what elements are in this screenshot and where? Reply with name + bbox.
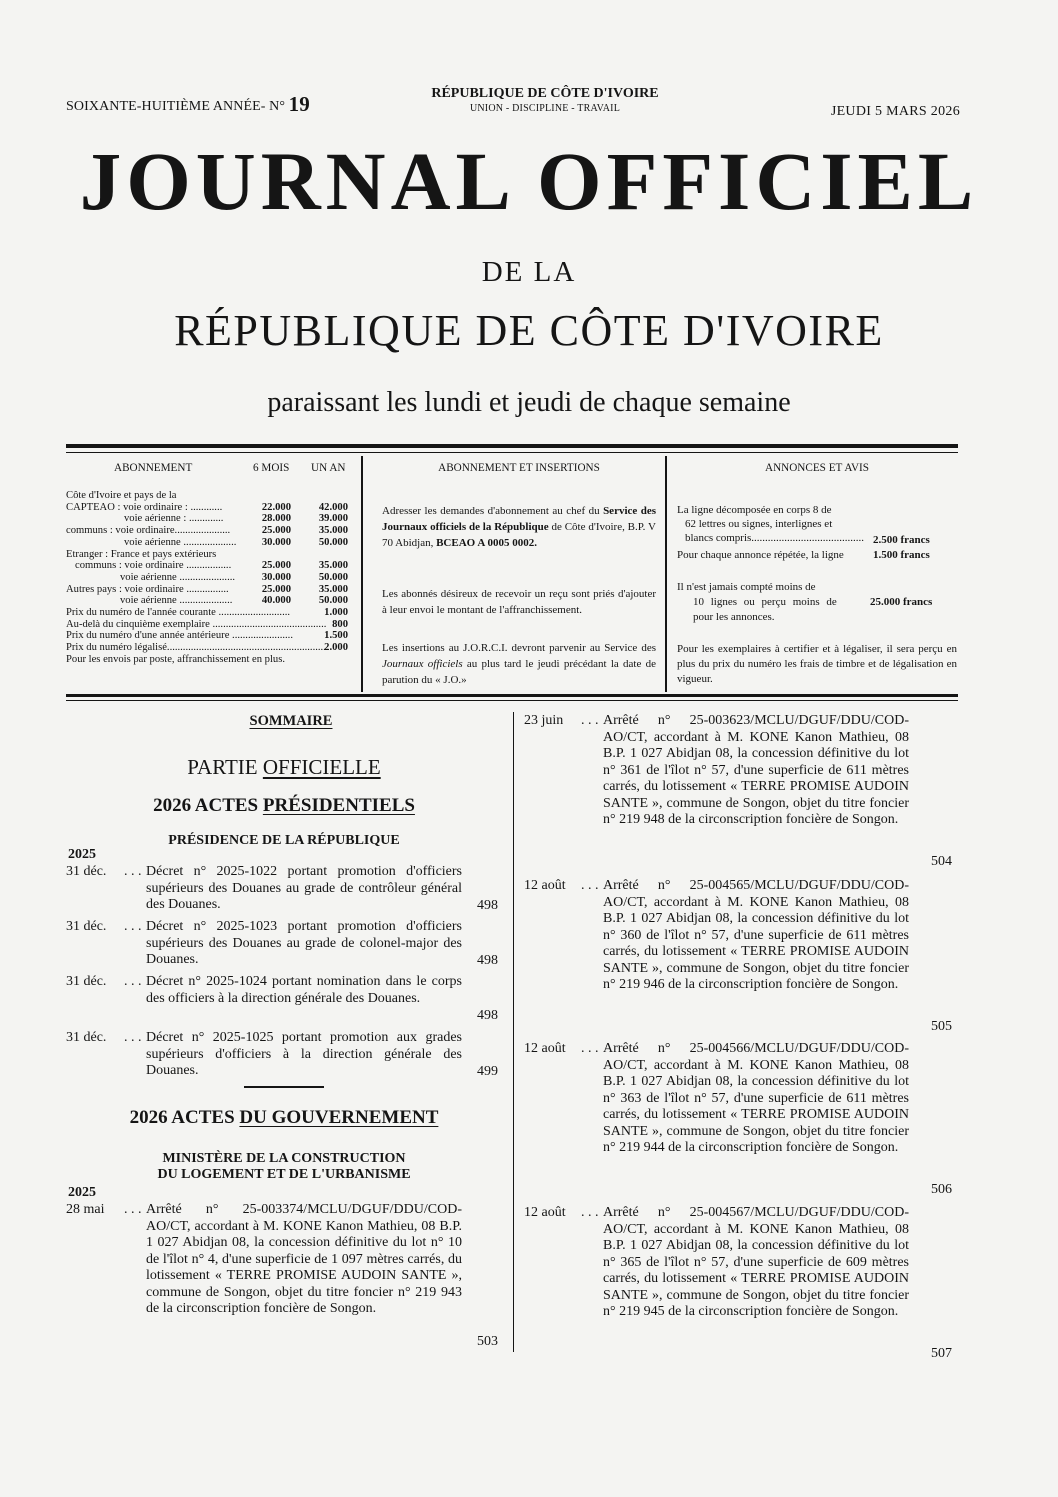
rate-6mois: 30.000 — [261, 571, 291, 583]
insertions-bceao: BCEAO A 0005 0002. — [436, 537, 537, 549]
insertions-service: Service des Journaux officiels de la République — [382, 505, 657, 533]
insertions-title: ABONNEMENT ET INSERTIONS — [438, 462, 600, 474]
annonces-l3: blancs compris......................................... — [685, 532, 865, 544]
numero: 19 — [288, 92, 310, 116]
partie-u: OFFICIELLE — [262, 755, 381, 779]
partie-pre: PARTIE — [187, 755, 263, 779]
rate-label: Prix du numéro légalisé............................................................. — [66, 642, 329, 654]
entry-leader: . . . — [124, 919, 142, 934]
rate-label: communs : voie ordinaire..................... — [66, 525, 231, 537]
rate-unan: 50.000 — [318, 536, 348, 548]
rate-row — [66, 642, 354, 654]
rate-label: CAPTEAO : voie ordinaire : ............ — [66, 501, 223, 513]
entry-text: Arrêté n° 25-004566/MCLU/DGUF/DDU/COD-AO/CT, accordant à M. KONE Kanon Mathieu, 08 B.P. 1 027 Abidjan 08, la concession définitive du lot n° 363 de l'îlot n° 57, d'une superficie de 611 mètres carrés, du lotissement « TERRE PROMISE AUDOIN SANTE », commune de Songon, objet du titre foncier n° 219 944 de la circonscription foncière de Songon. — [603, 1041, 909, 1155]
actes-gouv-pre: 2026 ACTES — [129, 1107, 240, 1128]
masthead-republique: RÉPUBLIQUE DE CÔTE D'IVOIRE — [174, 306, 884, 355]
year-2025-pres: 2025 — [68, 847, 96, 862]
annonces-title: ANNONCES ET AVIS — [764, 462, 870, 474]
rate-6mois: 40.000 — [261, 595, 291, 607]
rate-row — [66, 607, 354, 619]
rate-label: Prix du numéro d'une année antérieure ....................... — [66, 630, 293, 642]
rate-label: Au-delà du cinquième exemplaire ........................................... — [66, 618, 327, 630]
entry-page-number: 498 — [477, 1008, 498, 1023]
rate-label: Prix du numéro de l'année courante ........................... — [66, 607, 291, 618]
entry-leader: . . . — [124, 974, 142, 989]
rate-row — [66, 549, 354, 561]
actes-gouv-u: DU GOUVERNEMENT — [239, 1107, 439, 1128]
insertions-p1-pre: Adresser les demandes d'abonnement au chef du — [382, 505, 600, 517]
insertions-p2: Les abonnés désireux de recevoir un reçu sont priés d'ajouter à leur envoi le montant de l'affranchissement. — [382, 588, 656, 616]
rule-top-thin — [66, 452, 958, 453]
entry-page-number: 507 — [931, 1346, 952, 1361]
masthead-title: JOURNAL OFFICIEL — [79, 135, 979, 227]
entry-date: 12 août — [524, 878, 566, 893]
entry-leader: . . . — [581, 878, 599, 893]
rate-unan: 35.000 — [318, 525, 348, 537]
rate-unan: 1.500 — [324, 630, 348, 642]
entry-leader: . . . — [581, 1041, 599, 1056]
rate-6mois: 25.000 — [261, 583, 291, 595]
rate-unan: 50.000 — [318, 595, 348, 607]
presidence-heading: PRÉSIDENCE DE LA RÉPUBLIQUE — [168, 833, 400, 848]
insertions-p1-post: de Côte d'Ivoire, B.P. V 70 Abidjan, — [382, 521, 657, 549]
entry-text: Décret n° 2025-1023 portant promotion d'officiers supérieurs des Douanes au grade de colonel-major des Douanes. — [146, 919, 462, 967]
rate-unan: 800 — [332, 618, 348, 630]
annonces-price3: 25.000 francs — [870, 596, 933, 608]
col-unan: UN AN — [311, 462, 346, 474]
ministere-l1: MINISTÈRE DE LA CONSTRUCTION — [162, 1151, 406, 1166]
annonces-l4: Pour chaque annonce répétée, la ligne — [677, 549, 844, 561]
actes-gouvernement — [66, 1107, 502, 1129]
entry-date: 12 août — [524, 1041, 566, 1056]
rate-label: voie aérienne ..................... — [120, 571, 236, 583]
entry-page-number: 499 — [477, 1064, 498, 1079]
rate-unan: 2.000 — [324, 642, 348, 654]
rate-row — [66, 513, 354, 525]
abonnement-box — [66, 462, 354, 692]
actes-pres-pre: 2026 ACTES — [153, 795, 263, 816]
entry-text: Arrêté n° 25-003623/MCLU/DGUF/DDU/COD-AO/CT, accordant à M. KONE Kanon Mathieu, 08 B.P. 1 027 Abidjan 08, la concession définitive du lot n° 361 de l'îlot n° 57, d'une superficie de 611 mètres carrés, du lotissement « TERRE PROMISE AUDOIN SANTE », commune de Songon, objet du titre foncier n° 219 948 de la circonscription foncière de Songon. — [603, 713, 909, 827]
annonces-box — [677, 462, 957, 692]
header-republique — [380, 86, 710, 114]
rate-label: Côte d'Ivoire et pays de la — [66, 490, 177, 501]
insertions-p3-italic: Journaux officiels — [382, 658, 463, 670]
rate-row — [66, 584, 354, 596]
republique-label: RÉPUBLIQUE DE CÔTE D'IVOIRE — [431, 86, 659, 101]
annee-label: SOIXANTE-HUITIÈME ANNÉE- N° — [66, 99, 286, 114]
rate-6mois: 22.000 — [261, 501, 291, 513]
entry-text: Arrêté n° 25-003374/MCLU/DGUF/DDU/COD-AO/CT, accordant à M. KONE Kanon Mathieu, 08 B.P. 1 027 Abidjan 08, la concession définitive du lot n° 10 de l'îlot n° 4, d'une superficie de 1 097 mètres carrés, du lotissement « TERRE PROMISE AUDOIN SANTE », commune de Songon, objet du titre foncier n° 219 943 de la circonscription foncière de Songon. — [146, 1202, 462, 1316]
annonces-l5: Il n'est jamais compté moins de — [677, 581, 816, 593]
rate-unan: 35.000 — [318, 560, 348, 572]
rate-label: communs : voie ordinaire ................. — [75, 560, 232, 572]
ministere-l2: DU LOGEMENT ET DE L'URBANISME — [157, 1167, 411, 1182]
entry-date: 12 août — [524, 1205, 566, 1220]
rate-row — [66, 595, 354, 607]
entry-leader: . . . — [581, 1205, 599, 1220]
rate-label: voie aérienne .................... — [120, 595, 233, 607]
entry-date: 31 déc. — [66, 1030, 107, 1045]
rate-row — [66, 560, 354, 572]
rate-6mois: 28.000 — [261, 513, 291, 525]
annonces-l1: La ligne décomposée en corps 8 de — [677, 504, 832, 516]
entry-leader: . . . — [581, 713, 599, 728]
devise: UNION - DISCIPLINE - TRAVAIL — [469, 103, 621, 114]
insertions-p3-pre: Les insertions au J.O.R.C.I. devront parvenir au Service des — [382, 642, 656, 654]
year-2025-gouv: 2025 — [68, 1185, 96, 1200]
entry-date: 31 déc. — [66, 864, 107, 879]
rate-row — [66, 502, 354, 514]
annonces-price2: 1.500 francs — [873, 549, 930, 561]
rule-top-thick — [66, 444, 958, 448]
annonces-l6: 10 lignes ou perçu moins de — [693, 596, 837, 608]
rate-row — [66, 537, 354, 549]
abonnement-title: ABONNEMENT — [114, 462, 193, 474]
entry-leader: . . . — [124, 1030, 142, 1045]
rate-unan: 35.000 — [318, 583, 348, 595]
insertions-p3 — [382, 640, 656, 688]
annonces-l7: pour les annonces. — [693, 611, 775, 623]
annee-numero — [66, 92, 310, 117]
parution-line: paraissant les lundi et jeudi de chaque semaine — [267, 387, 791, 418]
col-6mois: 6 MOIS — [253, 462, 290, 474]
rate-6mois: 25.000 — [261, 525, 291, 537]
entry-page-number: 498 — [477, 898, 498, 913]
entry-text: Arrêté n° 25-004565/MCLU/DGUF/DDU/COD-AO/CT, accordant à M. KONE Kanon Mathieu, 08 B.P. 1 027 Abidjan 08, la concession définitive du lot n° 360 de l'îlot n° 57, d'une superficie de 611 mètres carrés, du lotissement « TERRE PROMISE AUDOIN SANTE », commune de Songon, objet du titre foncier n° 219 946 de la circonscription foncière de Songon. — [603, 878, 909, 992]
entry-text: Décret n° 2025-1025 portant promotion aux grades supérieurs d'officiers à la direction générale des Douanes. — [146, 1030, 462, 1078]
rate-unan: 42.000 — [318, 501, 348, 513]
entry-page-number: 505 — [931, 1019, 952, 1034]
actes-presidentiels — [66, 795, 502, 817]
rate-unan: 50.000 — [318, 571, 348, 583]
issue-date: JEUDI 5 MARS 2026 — [830, 104, 960, 119]
rate-row — [66, 490, 354, 502]
rate-row — [66, 654, 354, 666]
actes-pres-u: PRÉSIDENTIELS — [262, 795, 415, 816]
annonces-final: Pour les exemplaires à certifier et à légaliser, il sera perçu en plus du prix du numéro les frais de timbre et de légalisation en vigueur. — [677, 643, 957, 685]
rule-bottom-thin — [66, 700, 958, 701]
entry-page-number: 506 — [931, 1182, 952, 1197]
rate-6mois: 25.000 — [261, 560, 291, 572]
rate-row — [66, 630, 354, 642]
sommaire-title: SOMMAIRE — [249, 713, 333, 729]
rate-row — [66, 619, 354, 631]
rate-label: Pour les envois par poste, affranchissement en plus. — [66, 653, 285, 665]
entry-date: 31 déc. — [66, 974, 107, 989]
annonces-price1: 2.500 francs — [873, 534, 930, 546]
column-divider — [513, 712, 514, 1352]
box-divider-1 — [361, 456, 363, 692]
entry-page-number: 498 — [477, 953, 498, 968]
entry-leader: . . . — [124, 864, 142, 879]
entry-text: Arrêté n° 25-004567/MCLU/DGUF/DDU/COD-AO/CT, accordant à M. KONE Kanon Mathieu, 08 B.P. 1 027 Abidjan 08, la concession définitive du lot n° 365 de l'îlot n° 57, d'une superficie de 609 mètres carrés, du lotissement « TERRE PROMISE AUDOIN SANTE », commune de Songon, objet du titre foncier n° 219 945 de la circonscription foncière de Songon. — [603, 1205, 909, 1319]
box-divider-2 — [665, 456, 667, 692]
rate-row — [66, 525, 354, 537]
partie-officielle — [66, 755, 502, 780]
masthead-de-la: DE LA — [481, 256, 577, 288]
entry-leader: . . . — [124, 1202, 142, 1217]
entry-date: 28 mai — [66, 1202, 105, 1217]
entry-page-number: 503 — [477, 1334, 498, 1349]
rate-unan: 39.000 — [318, 513, 348, 525]
rate-label: Autres pays : voie ordinaire ................ — [66, 583, 229, 595]
insertions-p3-post: au plus tard le jeudi précédant la date de parution du « J.O.» — [382, 658, 656, 686]
entry-date: 31 déc. — [66, 919, 107, 934]
insertions-p1 — [382, 503, 656, 551]
rate-label: voie aérienne : ............. — [124, 513, 224, 525]
entry-date: 23 juin — [524, 713, 564, 728]
entry-page-number: 504 — [931, 854, 952, 869]
entry-text: Décret n° 2025-1024 portant nomination dans le corps des officiers à la direction générale des Douanes. — [146, 974, 462, 1006]
rate-label: Etranger : France et pays extérieurs — [66, 548, 217, 560]
entry-text: Décret n° 2025-1022 portant promotion d'officiers supérieurs des Douanes au grade de contrôleur général des Douanes. — [146, 864, 462, 912]
section-separator — [244, 1086, 324, 1088]
rate-6mois: 30.000 — [261, 536, 291, 548]
insertions-box — [382, 462, 656, 692]
rate-label: voie aérienne .................... — [124, 536, 237, 548]
rate-unan: 1.000 — [324, 607, 348, 618]
rate-row — [66, 572, 354, 584]
rule-bottom-thick — [66, 694, 958, 697]
annonces-l2: 62 lettres ou signes, interlignes et — [685, 518, 833, 530]
